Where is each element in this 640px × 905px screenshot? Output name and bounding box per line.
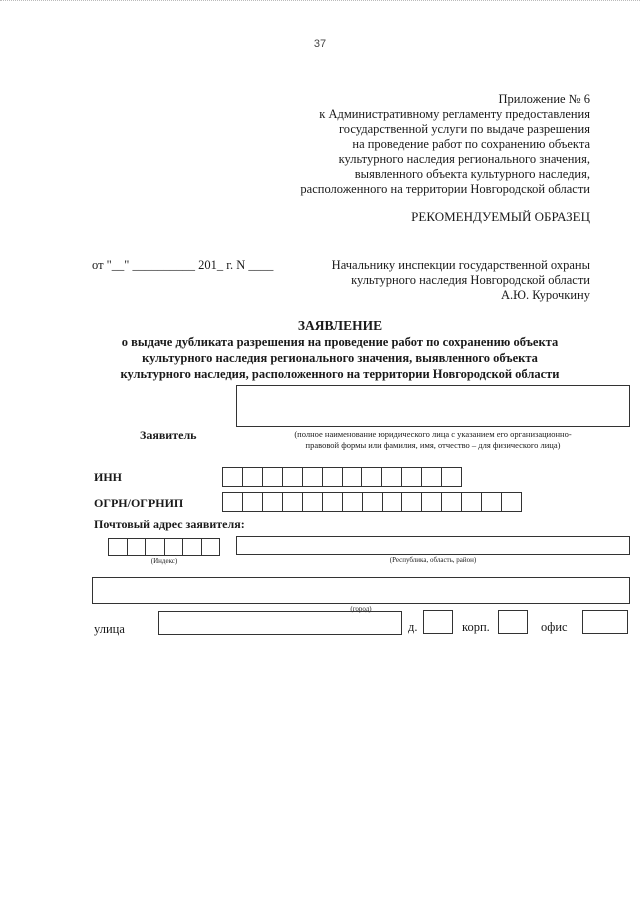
appendix-line: расположенного на территории Новгородской области <box>300 182 590 196</box>
addressee-block <box>332 258 590 303</box>
ogrn-cell[interactable] <box>263 493 283 511</box>
applicant-hint-line: (полное наименование юридического лица с указанием его организационно- <box>294 429 572 439</box>
appendix-line: Приложение № 6 <box>498 92 590 106</box>
addressee-line: Начальнику инспекции государственной охраны <box>331 258 590 272</box>
ogrn-cell[interactable] <box>402 493 422 511</box>
street-input[interactable] <box>158 611 402 635</box>
region-input[interactable] <box>236 536 630 555</box>
appendix-line: государственной услуги по выдаче разрешения <box>338 122 590 136</box>
scan-top-edge <box>0 0 640 2</box>
ogrn-cell[interactable] <box>243 493 263 511</box>
building-label: корп. <box>462 620 490 634</box>
inn-cell[interactable] <box>223 468 243 486</box>
ogrn-cell[interactable] <box>303 493 323 511</box>
index-cell[interactable] <box>146 539 165 555</box>
inn-cells[interactable] <box>222 467 462 487</box>
document-title: ЗАЯВЛЕНИЕ <box>297 318 383 333</box>
inn-cell[interactable] <box>362 468 382 486</box>
appendix-line: выявленного объекта культурного наследия, <box>354 167 590 181</box>
document-subtitle <box>0 334 640 382</box>
page-number: 37 <box>313 38 327 50</box>
ogrn-cell[interactable] <box>482 493 502 511</box>
ogrn-cell[interactable] <box>223 493 243 511</box>
ogrn-cell[interactable] <box>363 493 383 511</box>
ogrn-cell[interactable] <box>462 493 482 511</box>
ogrn-cell[interactable] <box>383 493 403 511</box>
index-hint: (Индекс) <box>150 557 178 565</box>
applicant-label: Заявитель <box>140 428 197 442</box>
date-line: от "__" __________ 201_ г. N ____ <box>92 258 274 272</box>
ogrn-cell[interactable] <box>422 493 442 511</box>
appendix-block <box>300 92 590 197</box>
postal-label: Почтовый адрес заявителя: <box>94 517 245 531</box>
inn-cell[interactable] <box>263 468 283 486</box>
index-cells[interactable] <box>108 538 220 556</box>
house-input[interactable] <box>423 610 453 634</box>
subtitle-line: культурного наследия, расположенного на территории Новгородской области <box>120 367 560 381</box>
inn-cell[interactable] <box>303 468 323 486</box>
ogrn-cell[interactable] <box>502 493 521 511</box>
ogrn-cell[interactable] <box>343 493 363 511</box>
office-input[interactable] <box>582 610 628 634</box>
ogrn-cell[interactable] <box>323 493 343 511</box>
inn-label: ИНН <box>94 470 123 484</box>
ogrn-cell[interactable] <box>442 493 462 511</box>
addressee-line: культурного наследия Новгородской области <box>351 273 590 287</box>
city-input[interactable] <box>92 577 630 604</box>
inn-cell[interactable] <box>422 468 442 486</box>
applicant-input[interactable] <box>236 385 630 427</box>
appendix-line: культурного наследия регионального значения, <box>338 152 590 166</box>
applicant-hint <box>236 429 630 451</box>
addressee-line: А.Ю. Курочкину <box>500 288 590 302</box>
index-cell[interactable] <box>128 539 147 555</box>
ogrn-cell[interactable] <box>283 493 303 511</box>
inn-cell[interactable] <box>382 468 402 486</box>
building-input[interactable] <box>498 610 528 634</box>
inn-cell[interactable] <box>283 468 303 486</box>
region-hint: (Республика, область, район) <box>389 556 477 564</box>
appendix-line: на проведение работ по сохранению объекта <box>352 137 590 151</box>
inn-cell[interactable] <box>442 468 461 486</box>
index-cell[interactable] <box>183 539 202 555</box>
street-label: улица <box>94 622 125 636</box>
index-cell[interactable] <box>202 539 220 555</box>
ogrn-cells[interactable] <box>222 492 522 512</box>
subtitle-line: о выдаче дубликата разрешения на проведение работ по сохранению объекта <box>121 335 559 349</box>
index-cell[interactable] <box>165 539 184 555</box>
applicant-hint-line: правовой формы или фамилия, имя, отчество – для физического лица) <box>305 440 561 450</box>
inn-cell[interactable] <box>323 468 343 486</box>
index-cell[interactable] <box>109 539 128 555</box>
city-hint: (город) <box>350 605 372 613</box>
sample-mark: РЕКОМЕНДУЕМЫЙ ОБРАЗЕЦ <box>411 209 590 224</box>
subtitle-line: культурного наследия регионального значения, выявленного объекта <box>142 351 538 365</box>
inn-cell[interactable] <box>243 468 263 486</box>
office-label: офис <box>541 620 568 634</box>
house-label: д. <box>408 620 418 634</box>
inn-cell[interactable] <box>343 468 363 486</box>
appendix-line: к Административному регламенту предоставления <box>319 107 590 121</box>
ogrn-label: ОГРН/ОГРНИП <box>94 496 184 510</box>
inn-cell[interactable] <box>402 468 422 486</box>
